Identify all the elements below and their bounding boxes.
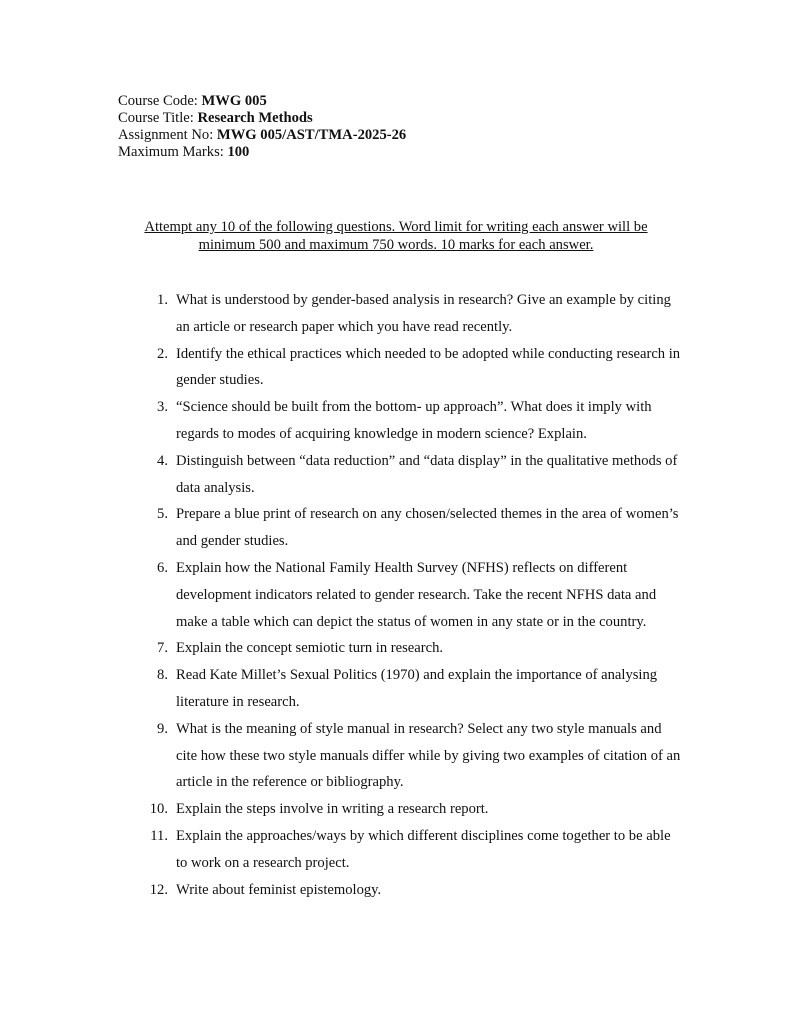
question-number: 6.	[157, 559, 168, 576]
course-code-label: Course Code:	[118, 93, 202, 109]
question-number: 10.	[149, 801, 168, 818]
question-text: Identify the ethical practices which needed to be adopted while conducting research in gender studies.	[176, 345, 681, 389]
question-number: 5.	[157, 506, 168, 523]
instructions	[110, 219, 682, 254]
question-item	[0, 448, 681, 502]
question-number: 2.	[157, 345, 168, 362]
question-text: Write about feminist epistemology.	[176, 881, 382, 898]
question-number: 4.	[157, 452, 168, 469]
question-number: 7.	[157, 640, 168, 657]
question-text: What is the meaning of style manual in research? Select any two style manuals and cite how these two style manuals differ while by giving two examples of citation of an article in the reference or bibliography.	[176, 720, 681, 791]
question-text: “Science should be built from the bottom- up approach”. What does it imply with regards to modes of acquiring knowledge in modern science? Explain.	[176, 399, 652, 442]
course-title-label: Course Title:	[118, 110, 198, 126]
question-number: 8.	[157, 667, 168, 684]
question-item	[0, 501, 681, 555]
question-list	[0, 287, 791, 903]
course-header	[118, 93, 406, 161]
question-text: What is understood by gender-based analysis in research? Give an example by citing an article or research paper which you have read recently.	[176, 292, 671, 335]
question-item	[0, 394, 681, 448]
question-item	[0, 662, 681, 716]
marks-row	[118, 144, 406, 161]
question-item	[0, 635, 681, 662]
question-number: 11.	[150, 827, 168, 844]
question-item	[0, 823, 681, 877]
question-text: Distinguish between “data reduction” and “data display” in the qualitative methods of data analysis.	[176, 452, 678, 496]
question-number: 3.	[157, 399, 168, 416]
marks-value: 100	[227, 144, 250, 160]
question-item	[0, 716, 681, 796]
question-text: Read Kate Millet’s Sexual Politics (1970) and explain the importance of analysing literature in research.	[176, 667, 658, 710]
question-item	[0, 796, 681, 823]
course-code-row	[118, 93, 406, 110]
instructions-line-1: Attempt any 10 of the following questions. Word limit for writing each answer will be	[144, 219, 648, 235]
question-item	[0, 877, 681, 904]
question-number: 9.	[157, 720, 168, 737]
course-title-value: Research Methods	[197, 110, 313, 126]
question-number: 12.	[149, 881, 168, 898]
assignment-row	[118, 127, 406, 144]
question-text: Explain the steps involve in writing a research report.	[176, 801, 489, 818]
instructions-line-2: minimum 500 and maximum 750 words. 10 marks for each answer.	[198, 236, 594, 253]
question-text: Explain the concept semiotic turn in research.	[176, 640, 444, 657]
course-code-value: MWG 005	[201, 93, 267, 109]
assignment-value: MWG 005/AST/TMA-2025-26	[216, 127, 407, 143]
question-item	[0, 555, 681, 635]
question-text: Explain the approaches/ways by which different disciplines come together to be able to work on a research project.	[176, 827, 671, 871]
question-text: Prepare a blue print of research on any chosen/selected themes in the area of women’s and gender studies.	[176, 506, 679, 550]
question-item	[0, 341, 681, 395]
assignment-label: Assignment No:	[118, 127, 217, 143]
course-title-row	[118, 110, 406, 127]
question-number: 1.	[157, 292, 168, 308]
question-text: Explain how the National Family Health Survey (NFHS) reflects on different development indicators related to gender research. Take the recent NFHS data and make a table which can depict the status of women in any state or in the country.	[176, 559, 657, 630]
marks-label: Maximum Marks:	[118, 144, 228, 160]
question-item	[0, 287, 681, 341]
